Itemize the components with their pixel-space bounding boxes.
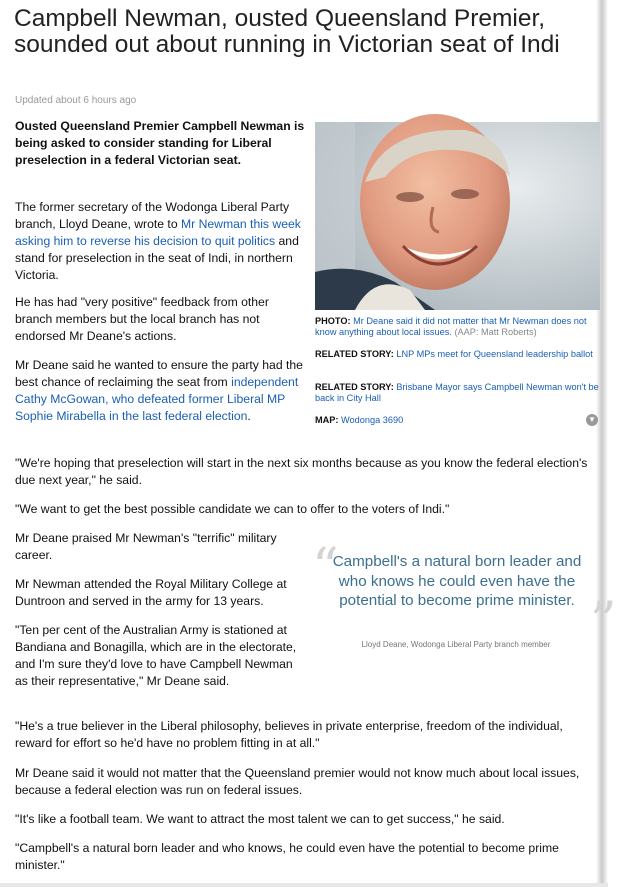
headline: Campbell Newman, ousted Queensland Premier, sounded out about running in Victorian seat of Indi: [14, 5, 560, 58]
expand-chevron-icon[interactable]: ▼: [586, 414, 598, 426]
newman-decision-link[interactable]: Mr Newman this week asking him to reverse his decision to quit politics: [15, 217, 301, 248]
paragraph-3: Mr Deane said he wanted to ensure the party had the best chance of reclaiming the seat from independent Cathy McGowan, who defeated former Liberal MP Sophie Mirabella in the last federal election.: [15, 358, 303, 423]
paragraph-7: Mr Newman attended the Royal Military College at Duntroon and served in the army for 13 years.: [15, 577, 287, 608]
pull-quote-attribution: Lloyd Deane, Wodonga Liberal Party branch member: [361, 640, 551, 649]
updated-timestamp: Updated about 6 hours ago: [15, 95, 137, 106]
portrait-image: [315, 122, 600, 310]
related-story-1-link[interactable]: LNP MPs meet for Queensland leadership ballot: [396, 349, 593, 359]
photo-caption: PHOTO: Mr Deane said it did not matter that Mr Newman does not know anything about local issues. (AAP: Matt Roberts): [315, 316, 587, 337]
footer-divider: [0, 883, 608, 887]
lead-paragraph: Ousted Queensland Premier Campbell Newman is being asked to consider standing for Liberal preselection in a federal Victorian seat.: [15, 119, 305, 167]
paragraph-2: He has had "very positive" feedback from other branch members but the local branch has not endorsed Mr Deane's actions.: [15, 295, 269, 343]
pull-quote-text: Campbell's a natural born leader and who knows he could even have the potential to become prime minister.: [332, 553, 582, 609]
paragraph-12: "Campbell's a natural born leader and who knows, he could even have the potential to become prime minister.": [15, 841, 559, 872]
map-link-row: MAP: Wodonga 3690: [315, 415, 404, 425]
paragraph-10: Mr Deane said it would not matter that the Queensland premier would not know much about local issues, because a federal election was run on federal issues.: [15, 766, 580, 797]
map-link[interactable]: Wodonga 3690: [341, 415, 404, 425]
paragraph-11: "It's like a football team. We want to attract the most talent we can to get success," he said.: [15, 812, 505, 826]
paragraph-6: Mr Deane praised Mr Newman's "terrific" military career.: [15, 531, 277, 562]
pull-quote: [312, 538, 617, 658]
related-story-2-link[interactable]: Brisbane Mayor says Campbell Newman won't be back in City Hall: [315, 382, 599, 403]
close-quote-icon: ”: [590, 592, 617, 652]
paragraph-1: The former secretary of the Wodonga Liberal Party branch, Lloyd Deane, wrote to Mr Newman this week asking him to reverse his decision to quit politics and stand for preselection in the seat of Indi, in northern Victoria.: [15, 200, 301, 282]
photo-caption-link[interactable]: Mr Deane said it did not matter that Mr Newman does not know anything about local issues.: [315, 316, 587, 337]
mcgowan-link[interactable]: independent Cathy McGowan, who defeated former Liberal MP Sophie Mirabella in the last federal election: [15, 375, 299, 423]
paragraph-8: "Ten per cent of the Australian Army is stationed at Bandiana and Bonagilla, which are in the electorate, and I'm sure they'd love to have Campbell Newman as their representative," Mr Deane said.: [15, 623, 297, 688]
open-quote-icon: “: [312, 538, 339, 598]
related-story-1: RELATED STORY: LNP MPs meet for Queensland leadership ballot: [315, 349, 593, 359]
paragraph-4: "We're hoping that preselection will start in the next six months because as you know the federal election's due next year," he said.: [15, 456, 588, 487]
paragraph-5: "We want to get the best possible candidate we can to offer to the voters of Indi.": [15, 502, 450, 516]
newman-photo[interactable]: [315, 122, 600, 310]
paragraph-9: "He's a true believer in the Liberal philosophy, believes in private enterprise, freedom of the individual, reward for effort so he'd have no problem fitting in at all.": [15, 719, 563, 750]
related-story-2: RELATED STORY: Brisbane Mayor says Campbell Newman won't be back in City Hall: [315, 382, 599, 403]
